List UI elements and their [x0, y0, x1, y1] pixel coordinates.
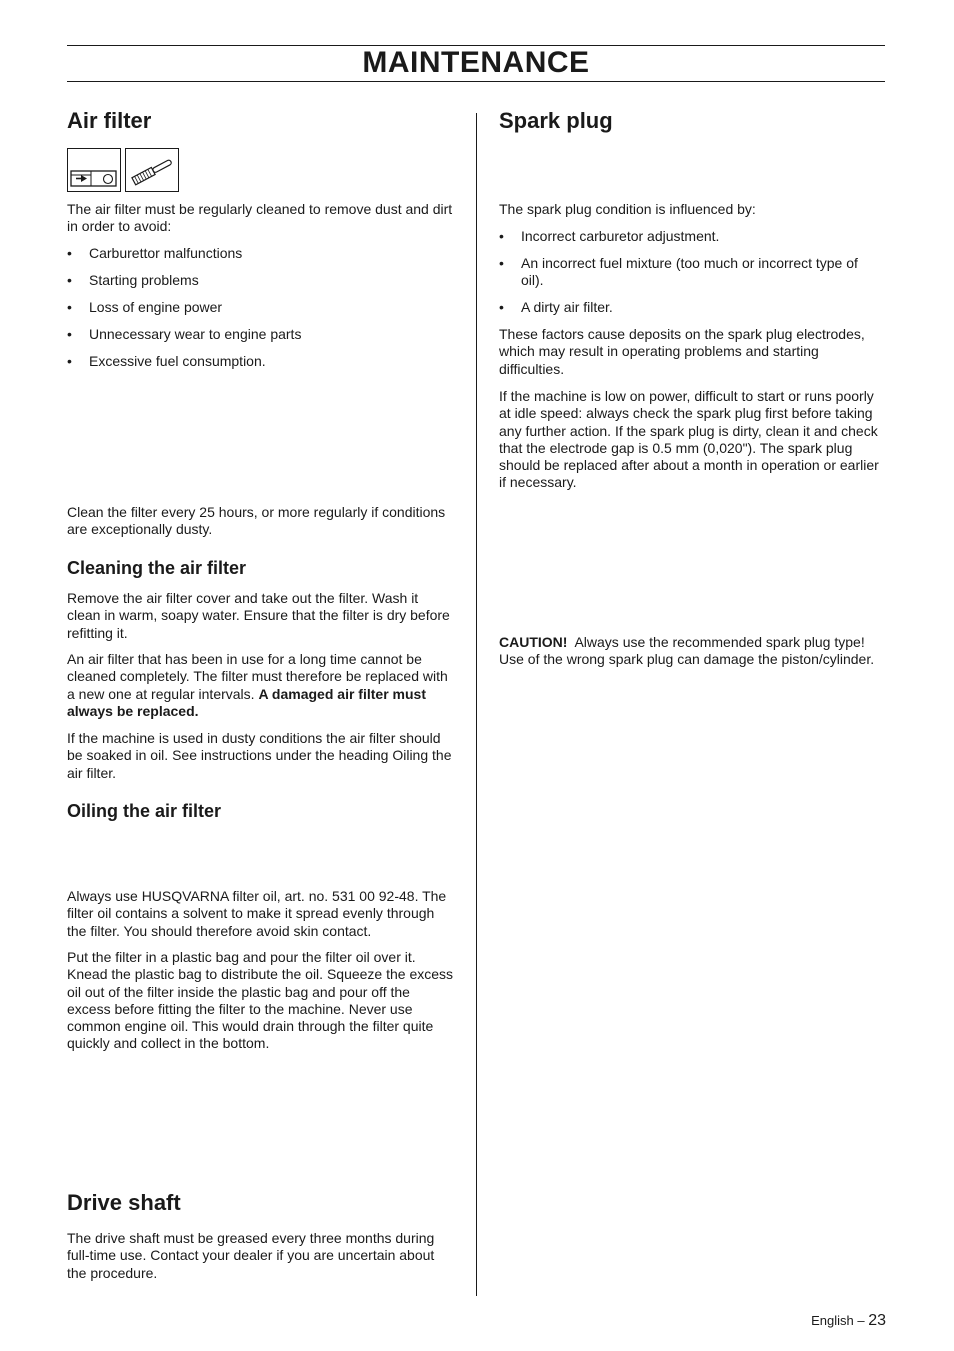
- filter-cover-icon: [67, 148, 121, 192]
- caution-text: Always use the recommended spark plug type! Use of the wrong spark plug can damage the piston/cylinder.: [499, 634, 875, 668]
- clean-interval-text: Clean the filter every 25 hours, or more regularly if conditions are exceptionally dusty.: [67, 504, 446, 538]
- spark-plug-bullet-list: [499, 228, 887, 317]
- page-footer: [700, 1312, 886, 1330]
- cleaning-paragraph-2-text: An air filter that has been in use for a long time cannot be cleaned completely. The filter must therefore be replaced with a new one at regular intervals.: [67, 651, 448, 702]
- cleaning-heading: Cleaning the air filter: [67, 558, 247, 578]
- page-number: 23: [868, 1312, 886, 1329]
- spark-plug-caution: [499, 634, 889, 669]
- oiling-paragraph-2: Put the filter in a plastic bag and pour the filter oil over it. Knead the plastic bag to distribute the oil. Squeeze the excess oil out of the filter inside the plastic bag and pour off the excess before fitting the filter to the machine. Never use common engine oil. This would drain through the filter quite quickly and collect in the bottom.: [67, 949, 454, 1052]
- footer-language: English: [811, 1313, 854, 1328]
- air-filter-intro: The air filter must be regularly cleaned to remove dust and dirt in order to avoid:: [67, 201, 453, 235]
- spark-plug-heading: Spark plug: [499, 108, 613, 133]
- drive-shaft-heading: Drive shaft: [67, 1190, 181, 1215]
- spark-plug-intro: The spark plug condition is influenced by:: [499, 201, 756, 217]
- caution-label: CAUTION!: [499, 634, 568, 650]
- list-item: • Carburettor malfunctions: [67, 245, 455, 262]
- cleaning-paragraph-2: [67, 651, 455, 720]
- brush-icon: [125, 148, 179, 192]
- air-filter-section: [67, 108, 455, 134]
- oiling-paragraph-1: Always use HUSQVARNA filter oil, art. no. 531 00 92-48. The filter oil contains a solvent to make it spread evenly through the filter. You should therefore avoid skin contact.: [67, 888, 447, 939]
- spark-plug-paragraph-2: If the machine is low on power, difficult to start or runs poorly at idle speed: always check the spark plug first before taking any further action. If the spark plug is dirty, clean it and check that the electrode gap is 0.5 mm (0,020"). The spark plug should be replaced after about a month in operation or earlier if necessary.: [499, 388, 879, 491]
- list-item: • Starting problems: [67, 272, 455, 289]
- column-divider: [476, 113, 477, 1296]
- footer-separator: –: [857, 1313, 865, 1328]
- oiling-heading: Oiling the air filter: [67, 801, 222, 821]
- spark-plug-paragraph-1: These factors cause deposits on the spark plug electrodes, which may result in operating problems and starting difficulties.: [499, 326, 865, 377]
- cleaning-paragraph-3: If the machine is used in dusty conditions the air filter should be soaked in oil. See instructions under the heading Oiling the air filter.: [67, 730, 452, 781]
- air-filter-heading: Air filter: [67, 108, 152, 133]
- cleaning-paragraph-1: Remove the air filter cover and take out the filter. Wash it clean in warm, soapy water. Ensure that the filter is dry before refitting it.: [67, 590, 450, 641]
- list-item: • Excessive fuel consumption.: [67, 353, 455, 370]
- list-item: • Incorrect carburetor adjustment.: [499, 228, 887, 245]
- list-item: • Loss of engine power: [67, 299, 455, 316]
- header-bottom-rule: [67, 81, 885, 82]
- list-item: • An incorrect fuel mixture (too much or incorrect type of oil).: [499, 255, 887, 290]
- list-item: • Unnecessary wear to engine parts: [67, 326, 455, 343]
- list-item: • A dirty air filter.: [499, 299, 887, 316]
- cleaning-warning-text: A damaged air filter must always be replaced.: [67, 685, 426, 719]
- drive-shaft-paragraph: The drive shaft must be greased every three months during full-time use. Contact your dealer if you are uncertain about the procedure.: [67, 1230, 435, 1281]
- air-filter-bullet-list: [67, 245, 455, 370]
- page-title: MAINTENANCE: [362, 46, 590, 79]
